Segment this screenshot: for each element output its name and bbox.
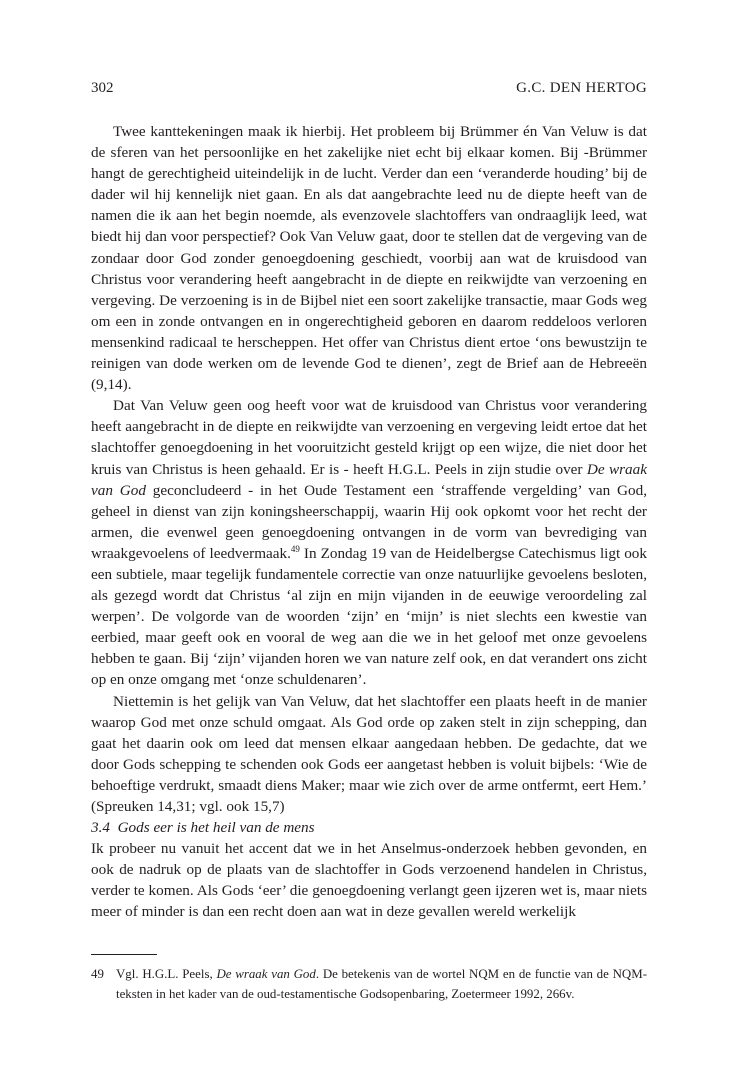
- page-number: 302: [91, 80, 114, 96]
- running-title: G.C. DEN HERTOG: [516, 80, 647, 96]
- paragraph-2: [91, 395, 647, 690]
- footnote-text: [116, 964, 647, 1004]
- footnote-reference[interactable]: 49: [290, 543, 300, 554]
- paragraph-2-part-b: geconcludeerd - in het Oude Testament een ‘straffende vergelding’ van God, geheel in dienst van zijn koningsheerschappij, waarin Hij ook opkomt voor het recht der armen, die evenwel geen genoegdoening ontvangen in de vorm van bevrediging van wraakgevoelens of leedvermaak.: [91, 481, 648, 562]
- body-text: [91, 121, 647, 923]
- paragraph-1: Twee kanttekeningen maak ik hierbij. Het probleem bij Brümmer én Van Veluw is dat de sferen van het persoonlijke en het zakelijke niet echt bij elkaar komen. Bij -Brümmer hangt de gerechtigheid uiteindelijk in de lucht. Verder dan een ‘veranderde houding’ bij de dader wil hij kennelijk niet gaan. En als dat aangebrachte leed nu de diepte heeft van de namen die ik aan het begin noemde, als evenzovele slachtoffers van ondraaglijk leed, wat biedt hij dan voor perspectief? Ook Van Veluw gaat, door te stellen dat de vergeving van de zondaar door God zonder genoegdoening geschiedt, voorbij aan wat de kruisdood van Christus voor verandering heeft aangebracht in de diepte en reikwijdte van verzoening en vergeving. De verzoening is in de Bijbel niet een soort zakelijke transactie, maar Gods weg om een in zonde ontvangen en in ongerechtigheid geboren en daarom reddeloos verloren mensenkind radicaal te herscheppen. Het offer van Christus dient ertoe ‘ons bewustzijn te reinigen van dode werken om de levende God te dienen’, zegt de Brief aan de Hebreeën (9,14).: [91, 123, 647, 394]
- footnote-book-title: De wraak van God: [216, 967, 316, 981]
- section-heading: 3.4 Gods eer is het heil van de mens: [91, 819, 315, 837]
- footnote-text-part-a: Vgl. H.G.L. Peels,: [116, 967, 213, 981]
- footnote-divider: [91, 954, 157, 955]
- paragraph-4: Ik probeer nu vanuit het accent dat we in het Anselmus-onderzoek hebben gevonden, en ook de nadruk op de plaats van de slachtoffer in Gods verzoenend handelen in Christus, verder te komen. Als Gods ‘eer’ die genoegdoening verlangt geen ijzeren wet is, maar niets meer of minder is dan een recht doen aan wat in deze gevallen wereld werkelijk: [91, 840, 647, 921]
- paragraph-2-part-a: Dat Van Veluw geen oog heeft voor wat de kruisdood van Christus voor verandering heeft aangebracht in de diepte en reikwijdte van verzoening en vergeving leidt ertoe dat het slachtoffer genoegdoening in het vooruitzicht gesteld krijgt op een wijze, die niet door het kruis van Christus is heen gehaald. Er is - heeft H.G.L. Peels in zijn studie over: [91, 397, 647, 478]
- book-title-reference: De wraak van God: [91, 460, 647, 499]
- footnote-number: 49: [91, 967, 104, 981]
- paragraph-3: Niettemin is het gelijk van Van Veluw, dat het slachtoffer een plaats heeft in de manier waarop God met onze schuld omgaat. Als God orde op zaken stelt in zijn schepping, dan gaat het daarin ook om leed dat mensen elkaar aangedaan hebben. De gedachte, dat we door Gods schepping te schenden ook Gods eer aangetast hebben is voluit bijbels: ‘Wie de behoeftige verdrukt, smaadt diens Maker; maar wie zich over de arme ontfermt, eert Hem.’ (Spreuken 14,31; vgl. ook 15,7): [91, 692, 647, 815]
- footnote-49: [91, 964, 647, 1004]
- footnote-text-part-b: . De betekenis van de wortel NQM en de functie van de NQM-teksten in het kader van de oud-testamentische Godsopenbaring, Zoetermeer 1992, 266v.: [116, 967, 647, 1001]
- paragraph-2-part-c: In Zondag 19 van de Heidelbergse Catechismus ligt ook een subtiele, maar tegelijk fundamentele correctie van onze natuurlijke gevoelens besloten, als gezegd wordt dat Christus ‘al zijn en mijn vijanden in de eeuwige veroordeling zal werpen’. De volgorde van de woorden ‘zijn’ en ‘mijn’ is niet slechts een kwestie van eerbied, maar geeft ook en vooral de weg aan die we in het geloof met onze gevoelens hebben te gaan. Bij ‘zijn’ vijanden horen we van nature zelf ook, en dat verandert ons zicht op en onze omgang met ‘onze schuldenaren’.: [91, 544, 647, 689]
